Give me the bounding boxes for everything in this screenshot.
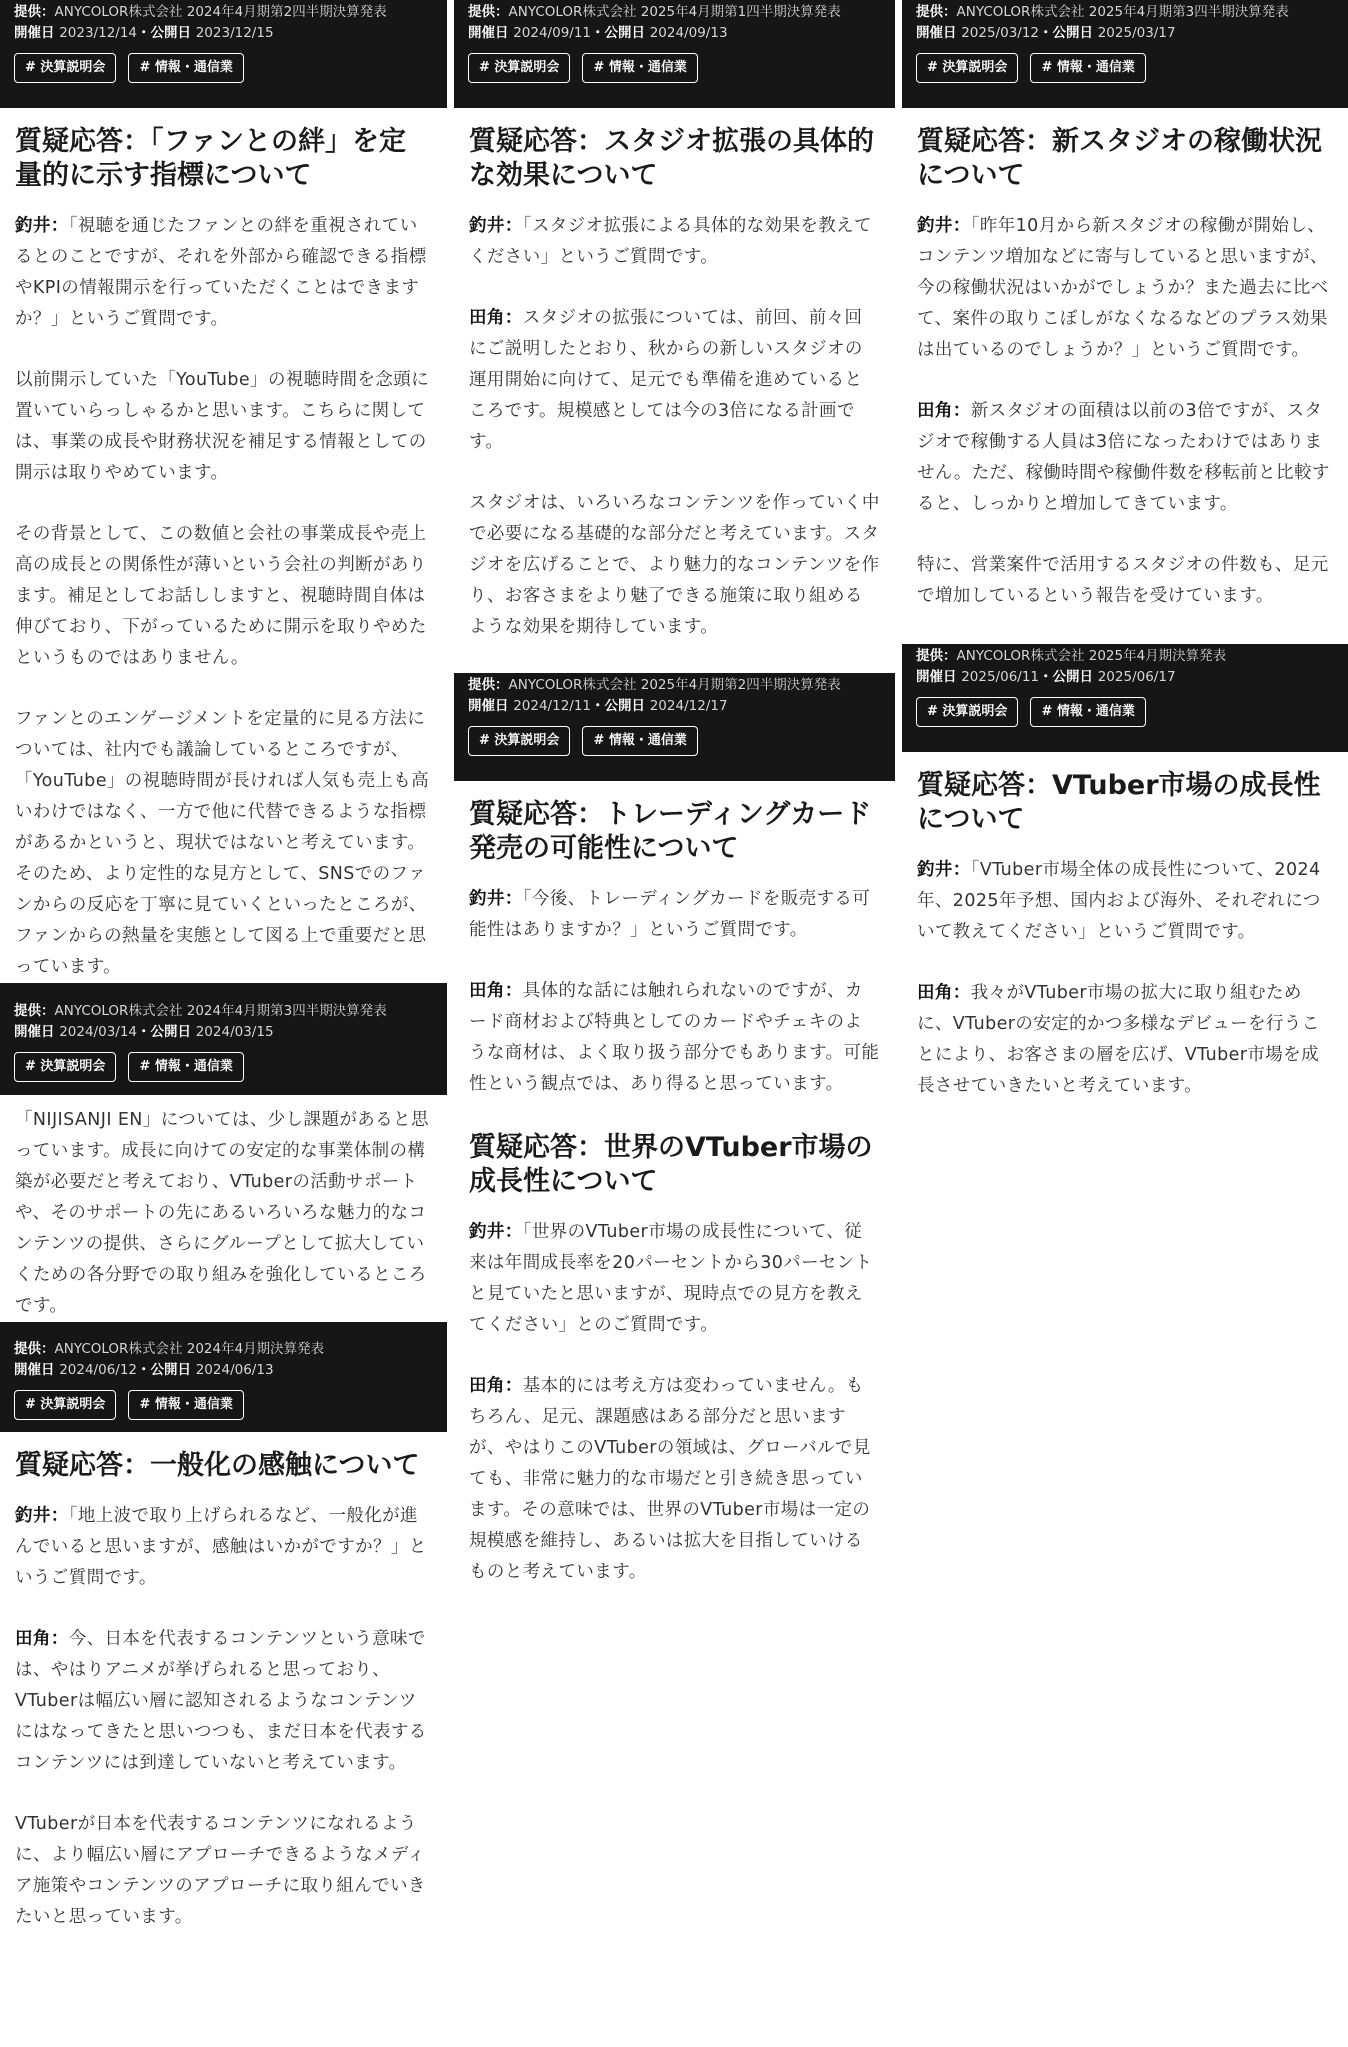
tag-label: 情報・通信業 (608, 60, 687, 75)
paragraph-text: 「世界のVTuber市場の成長性について、従来は年間成長率を20パーセントから30パーセントと見ていたと思いますが、現時点での見方を教えてください」とのご質問です。 (469, 1222, 873, 1335)
paragraph (917, 978, 1333, 1102)
paragraph (15, 1809, 432, 1933)
hash-icon: # (139, 1059, 155, 1074)
tag-link[interactable] (14, 53, 116, 83)
source-provider-line (468, 675, 881, 696)
provider-label: 提供： (14, 4, 55, 20)
source-date-line (14, 1022, 433, 1043)
published-date: 2025/06/17 (1097, 669, 1176, 685)
source-banner (902, 644, 1348, 752)
paragraph-wrap (0, 1624, 447, 1779)
paragraph-text: スタジオは、いろいろなコンテンツを作っていく中で必要になる基礎的な部分だと考えています。スタジオを広げることで、より魅力的なコンテンツを作り、お客さまをより魅了できる施策に取り組めるような効果を期待しています。 (469, 493, 880, 637)
source-provider-line (916, 646, 1334, 667)
paragraph-text: 「昨年10月から新スタジオの稼働が開始し、コンテンツ増加などに寄与していると思いますが、今の稼働状況はいかがでしょうか？また過去に比べて、案件の取りこぼしがなくなるなどのプラス効果は出ているのでしょうか？」というご質問です。 (917, 216, 1329, 360)
paragraph (469, 303, 880, 458)
paragraph (15, 1105, 432, 1322)
section-heading-wrap (454, 1100, 895, 1199)
tag-label: 決算説明会 (40, 1397, 106, 1412)
tag-link[interactable] (14, 1052, 116, 1082)
paragraph (15, 1624, 432, 1779)
speaker-name: 田角： (15, 1629, 69, 1649)
held-date: 2025/03/12 (961, 25, 1040, 41)
speaker-name: 釣井： (469, 889, 523, 909)
paragraph (469, 1371, 880, 1588)
tag-list (14, 1390, 433, 1420)
held-date-label: 開催日 (14, 1362, 60, 1378)
hash-icon: # (25, 1059, 41, 1074)
provider-value: ANYCOLOR株式会社 2024年4月期第3四半期決算発表 (54, 1003, 387, 1019)
paragraph-wrap (454, 884, 895, 946)
speaker-name: 釣井： (917, 216, 971, 236)
speaker-name: 田角： (469, 1376, 523, 1396)
hash-icon: # (139, 60, 155, 75)
paragraph-text: 特に、営業案件で活用するスタジオの件数も、足元で増加しているという報告を受けています。 (917, 555, 1329, 606)
speaker-name: 釣井： (15, 216, 69, 236)
source-banner (0, 1322, 447, 1432)
source-banner (0, 983, 447, 1095)
held-date-label: 開催日 (468, 698, 514, 714)
tag-list (14, 53, 433, 83)
paragraph-wrap (0, 1105, 447, 1322)
paragraph (15, 365, 432, 489)
paragraph-wrap (454, 976, 895, 1100)
paragraph-text: 新スタジオの面積は以前の3倍ですが、スタジオで稼働する人員は3倍になったわけではありません。ただ、稼働時間や稼働件数を移転前と比較すると、しっかりと増加してきています。 (917, 401, 1330, 514)
source-date-line (14, 1360, 433, 1381)
paragraph (15, 519, 432, 674)
article-column-3 (902, 0, 1348, 1102)
hash-icon: # (593, 733, 609, 748)
paragraph (15, 704, 432, 983)
paragraph (469, 211, 880, 273)
tag-link[interactable] (916, 697, 1018, 727)
published-date-label: ・公開日 (591, 25, 650, 41)
paragraph (917, 550, 1333, 612)
provider-value: ANYCOLOR株式会社 2024年4月期決算発表 (54, 1341, 325, 1357)
source-provider-line (14, 1339, 433, 1360)
paragraph (15, 1501, 432, 1594)
section-heading: 質疑応答：世界のVTuber市場の成長性について (469, 1132, 873, 1197)
provider-label: 提供： (916, 648, 957, 664)
tag-link[interactable] (128, 1390, 243, 1420)
tag-link[interactable] (582, 726, 697, 756)
source-date-line (468, 23, 881, 44)
paragraph-wrap (0, 519, 447, 674)
tag-link[interactable] (582, 53, 697, 83)
paragraph-wrap (454, 488, 895, 643)
held-date-label: 開催日 (468, 25, 514, 41)
tag-label: 決算説明会 (494, 733, 560, 748)
paragraph-text: 「今後、トレーディングカードを販売する可能性はありますか？」というご質問です。 (469, 889, 871, 940)
paragraph-text: 「視聴を通じたファンとの絆を重視されているとのことですが、それを外部から確認できる指標やKPIの情報開示を行っていただくことはできますか？」というご質問です。 (15, 216, 427, 329)
hash-icon: # (25, 60, 41, 75)
section-heading-wrap (0, 1432, 447, 1483)
hash-icon: # (1041, 60, 1057, 75)
paragraph (469, 1217, 880, 1341)
paragraph-wrap (454, 1371, 895, 1588)
tag-link[interactable] (128, 53, 243, 83)
held-date: 2025/06/11 (961, 669, 1040, 685)
speaker-name: 田角： (917, 983, 971, 1003)
paragraph-wrap (902, 855, 1348, 948)
tag-list (916, 697, 1334, 727)
source-provider-line (14, 1001, 433, 1022)
section-heading-wrap (454, 108, 895, 193)
paragraph-text: ファンとのエンゲージメントを定量的に見る方法については、社内でも議論しているところですが、「YouTube」の視聴時間が長ければ人気も売上も高いわけではなく、一方で他に代替できるような指標があるかというと、現状ではないと考えています。そのため、より定性的な見方として、SNSでのファンからの反応を丁寧に見ていくといったところが、ファンからの熱量を実態として図る上で重要だと思っています。 (15, 709, 430, 977)
held-date-label: 開催日 (14, 25, 60, 41)
article-column-1 (0, 0, 447, 1933)
section-heading: 質疑応答：新スタジオの稼働状況について (917, 126, 1322, 191)
paragraph (469, 884, 880, 946)
held-date: 2024/06/12 (59, 1362, 138, 1378)
paragraph-text: その背景として、この数値と会社の事業成長や売上高の成長との関係性が薄いという会社の判断があります。補足としてお話ししますと、視聴時間自体は伸びており、下がっているために開示を取りやめたというものではありません。 (15, 524, 427, 668)
paragraph (917, 396, 1333, 520)
tag-list (468, 726, 881, 756)
hash-icon: # (927, 704, 943, 719)
hash-icon: # (25, 1397, 41, 1412)
tag-label: 決算説明会 (942, 60, 1008, 75)
tag-label: 情報・通信業 (154, 1397, 233, 1412)
speaker-name: 田角： (469, 981, 523, 1001)
paragraph (469, 976, 880, 1100)
article-column-2 (454, 0, 895, 1588)
provider-value: ANYCOLOR株式会社 2025年4月期決算発表 (956, 648, 1227, 664)
speaker-name: 田角： (469, 308, 523, 328)
published-date: 2024/06/13 (195, 1362, 274, 1378)
paragraph-text: 「スタジオ拡張による具体的な効果を教えてください」というご質問です。 (469, 216, 872, 267)
paragraph-wrap (902, 396, 1348, 520)
tag-link[interactable] (14, 1390, 116, 1420)
hash-icon: # (593, 60, 609, 75)
paragraph-wrap (0, 211, 447, 335)
hash-icon: # (1041, 704, 1057, 719)
provider-label: 提供： (14, 1341, 55, 1357)
tag-label: 情報・通信業 (1056, 704, 1135, 719)
paragraph (469, 488, 880, 643)
paragraph-text: 今、日本を代表するコンテンツという意味では、やはりアニメが挙げられると思っており、VTuberは幅広い層に認知されるようなコンテンツにはなってきたと思いつつも、まだ日本を代表するコンテンツには到達していないと考えています。 (15, 1629, 427, 1773)
provider-label: 提供： (14, 1003, 55, 1019)
speaker-name: 釣井： (15, 1506, 69, 1526)
section-heading: 質疑応答：一般化の感触について (15, 1450, 420, 1481)
hash-icon: # (479, 60, 495, 75)
paragraph (917, 855, 1333, 948)
speaker-name: 釣井： (469, 216, 523, 236)
paragraph-text: 基本的には考え方は変わっていません。もちろん、足元、課題感はある部分だと思いますが、やはりこのVTuberの領域は、グローバルで見ても、非常に魅力的な市場だと引き続き思っています。その意味では、世界のVTuber市場は一定の規模感を維持し、あるいは拡大を目指していけるものと考えています。 (469, 1376, 871, 1582)
held-date: 2024/09/11 (513, 25, 592, 41)
paragraph-wrap (902, 211, 1348, 366)
source-date-line (916, 23, 1334, 44)
source-date-line (468, 696, 881, 717)
paragraph-wrap (0, 704, 447, 983)
paragraph-text: 以前開示していた「YouTube」の視聴時間を念頭に置いていらっしゃるかと思います。こちらに関しては、事業の成長や財務状況を補足する情報としての開示は取りやめています。 (15, 370, 430, 483)
section-heading: 質疑応答：「ファンとの絆」を定量的に示す指標について (15, 126, 406, 191)
speaker-name: 釣井： (917, 860, 971, 880)
paragraph-wrap (0, 365, 447, 489)
tag-label: 情報・通信業 (154, 1059, 233, 1074)
hash-icon: # (927, 60, 943, 75)
held-date-label: 開催日 (916, 25, 962, 41)
paragraph-text: VTuberが日本を代表するコンテンツになれるように、より幅広い層にアプローチできるようなメディア施策やコンテンツのアプローチに取り組んでいきたいと思っています。 (15, 1814, 426, 1927)
section-heading-wrap (454, 781, 895, 866)
paragraph-text: 「NIJISANJI EN」については、少し課題があると思っています。成長に向けての安定的な事業体制の構築が必要だと考えており、VTuberの活動サポートや、そのサポートの先にあるいろいろな魅力的なコンテンツの提供、さらにグループとして拡大していくための各分野での取り組みを強化しているところです。 (15, 1110, 429, 1316)
source-banner (902, 0, 1348, 108)
source-date-line (916, 667, 1334, 688)
provider-label: 提供： (468, 677, 509, 693)
paragraph-text: 「地上波で取り上げられるなど、一般化が進んでいると思いますが、感触はいかがですか？」というご質問です。 (15, 1506, 427, 1588)
source-banner (454, 0, 895, 108)
paragraph-text: 「VTuber市場全体の成長性について、2024年、2025年予想、国内および海外、それぞれについて教えてください」というご質問です。 (917, 860, 1321, 942)
paragraph (15, 211, 432, 335)
tag-link[interactable] (1030, 697, 1145, 727)
paragraph-text: 具体的な話には触れられないのですが、カード商材および特典としてのカードやチェキのような商材は、よく取り扱う部分でもあります。可能性という観点では、あり得ると思っています。 (469, 981, 880, 1094)
speaker-name: 田角： (917, 401, 971, 421)
published-date: 2024/03/15 (195, 1024, 274, 1040)
hash-icon: # (479, 733, 495, 748)
tag-label: 決算説明会 (40, 1059, 106, 1074)
section-heading-wrap (0, 108, 447, 193)
source-banner (454, 673, 895, 781)
provider-value: ANYCOLOR株式会社 2025年4月期第1四半期決算発表 (508, 4, 841, 20)
tag-label: 決算説明会 (942, 704, 1008, 719)
section-heading: 質疑応答：トレーディングカード発売の可能性について (469, 799, 872, 864)
tag-label: 決算説明会 (40, 60, 106, 75)
tag-label: 情報・通信業 (608, 733, 687, 748)
tag-link[interactable] (128, 1052, 243, 1082)
tag-label: 決算説明会 (494, 60, 560, 75)
source-provider-line (468, 2, 881, 23)
held-date: 2024/12/11 (513, 698, 592, 714)
tag-list (468, 53, 881, 83)
paragraph (917, 211, 1333, 366)
paragraph-text: スタジオの拡張については、前回、前々回にご説明したとおり、秋からの新しいスタジオの運用開始に向けて、足元でも準備を進めているところです。規模感としては今の3倍になる計画です。 (469, 308, 863, 452)
paragraph-wrap (0, 1809, 447, 1933)
paragraph-wrap (454, 211, 895, 273)
paragraph-wrap (454, 1217, 895, 1341)
provider-value: ANYCOLOR株式会社 2025年4月期第3四半期決算発表 (956, 4, 1289, 20)
section-heading-wrap (902, 752, 1348, 837)
tag-link[interactable] (468, 53, 570, 83)
held-date-label: 開催日 (916, 669, 962, 685)
published-date-label: ・公開日 (137, 1024, 196, 1040)
provider-label: 提供： (916, 4, 957, 20)
tag-label: 情報・通信業 (154, 60, 233, 75)
tag-link[interactable] (468, 726, 570, 756)
published-date-label: ・公開日 (137, 25, 196, 41)
provider-value: ANYCOLOR株式会社 2024年4月期第2四半期決算発表 (54, 4, 387, 20)
paragraph-wrap (0, 1501, 447, 1594)
published-date-label: ・公開日 (1039, 25, 1098, 41)
source-provider-line (916, 2, 1334, 23)
hash-icon: # (139, 1397, 155, 1412)
paragraph-wrap (902, 978, 1348, 1102)
speaker-name: 釣井： (469, 1222, 523, 1242)
source-provider-line (14, 2, 433, 23)
published-date-label: ・公開日 (591, 698, 650, 714)
published-date-label: ・公開日 (1039, 669, 1098, 685)
tag-link[interactable] (1030, 53, 1145, 83)
paragraph-wrap (902, 550, 1348, 612)
source-banner (0, 0, 447, 108)
held-date-label: 開催日 (14, 1024, 60, 1040)
held-date: 2024/03/14 (59, 1024, 138, 1040)
tag-link[interactable] (916, 53, 1018, 83)
section-heading: 質疑応答：VTuber市場の成長性について (917, 770, 1321, 835)
paragraph-text: 我々がVTuber市場の拡大に取り組むために、VTuberの安定的かつ多様なデビューを行うことにより、お客さまの層を広げ、VTuber市場を成長させていきたいと考えています。 (917, 983, 1320, 1096)
section-heading: 質疑応答：スタジオ拡張の具体的な効果について (469, 126, 874, 191)
source-date-line (14, 23, 433, 44)
published-date: 2024/09/13 (649, 25, 728, 41)
section-heading-wrap (902, 108, 1348, 193)
published-date-label: ・公開日 (137, 1362, 196, 1378)
tag-list (14, 1052, 433, 1082)
tag-label: 情報・通信業 (1056, 60, 1135, 75)
paragraph-wrap (454, 303, 895, 458)
held-date: 2023/12/14 (59, 25, 138, 41)
provider-value: ANYCOLOR株式会社 2025年4月期第2四半期決算発表 (508, 677, 841, 693)
published-date: 2024/12/17 (649, 698, 728, 714)
tag-list (916, 53, 1334, 83)
published-date: 2023/12/15 (195, 25, 274, 41)
provider-label: 提供： (468, 4, 509, 20)
published-date: 2025/03/17 (1097, 25, 1176, 41)
